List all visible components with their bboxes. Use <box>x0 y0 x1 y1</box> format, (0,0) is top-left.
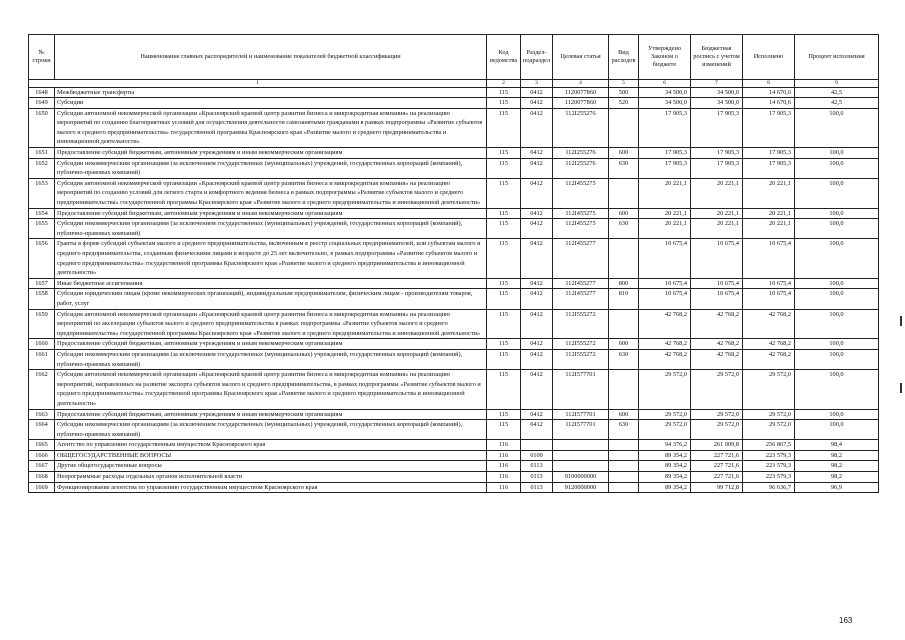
row-dept: 115 <box>487 420 521 440</box>
row-dept: 115 <box>487 409 521 420</box>
table-body <box>29 87 879 493</box>
row-dept: 115 <box>487 370 521 409</box>
row-target: 9120000000 <box>553 482 609 493</box>
row-target: 112I555272 <box>553 349 609 369</box>
row-number: 1668 <box>29 472 55 483</box>
row-schedule: 42 768,2 <box>691 349 743 369</box>
row-approved: 17 905,3 <box>639 158 691 178</box>
row-percent: 100,0 <box>795 178 879 208</box>
row-target: 112I455277 <box>553 289 609 309</box>
row-number: 1664 <box>29 420 55 440</box>
row-name: Другие общегосударственные вопросы <box>55 461 487 472</box>
row-exp-type <box>609 440 639 451</box>
row-exp-type: 810 <box>609 289 639 309</box>
row-section: 0412 <box>521 219 553 239</box>
row-approved: 10 675,4 <box>639 239 691 278</box>
row-section: 0412 <box>521 98 553 109</box>
row-exp-type: 630 <box>609 219 639 239</box>
row-name: Субсидии некоммерческим организациям (за исключением государственных (муниципальных) учреждений, государственных корпораций (компаний), публично-правовых компаний) <box>55 420 487 440</box>
row-name: Иные бюджетные ассигнования <box>55 278 487 289</box>
row-percent: 100,0 <box>795 370 879 409</box>
header-section: Раздел-подраздел <box>521 35 553 80</box>
row-percent: 100,0 <box>795 219 879 239</box>
row-section: 0412 <box>521 409 553 420</box>
row-name: Субсидии некоммерческим организациям (за исключением государственных (муниципальных) учреждений, государственных корпораций (компаний), публично-правовых компаний) <box>55 158 487 178</box>
row-executed: 17 905,3 <box>743 108 795 147</box>
table-row <box>29 87 879 98</box>
row-exp-type <box>609 108 639 147</box>
row-dept: 116 <box>487 482 521 493</box>
row-name: Предоставление субсидий бюджетным, автономным учреждениям и иным некоммерческим организациям <box>55 148 487 159</box>
row-percent: 100,0 <box>795 208 879 219</box>
row-name: Предоставление субсидий бюджетным, автономным учреждениям и иным некоммерческим организациям <box>55 339 487 350</box>
row-exp-type: 800 <box>609 278 639 289</box>
row-name: Функционирование агентства по управлению государственным имуществом Красноярского края <box>55 482 487 493</box>
column-number: 6 <box>639 80 691 88</box>
row-approved: 42 768,2 <box>639 309 691 339</box>
table-row <box>29 450 879 461</box>
row-approved: 42 768,2 <box>639 349 691 369</box>
row-schedule: 29 572,0 <box>691 420 743 440</box>
row-target: 112I555272 <box>553 339 609 350</box>
row-target: 112I455277 <box>553 278 609 289</box>
row-number: 1665 <box>29 440 55 451</box>
row-approved: 20 221,1 <box>639 219 691 239</box>
header-name: Наименование главных распорядителей и наименование показателей бюджетной классификации <box>55 35 487 80</box>
row-number: 1657 <box>29 278 55 289</box>
row-executed: 223 579,3 <box>743 461 795 472</box>
row-name: Субсидия автономной некоммерческой организации «Красноярский краевой центр развития бизнеса и микрокредитная компания» на реализацию мероприятий по созданию условий для легкого старта и комфортного ведения бизнеса в рамках подпрограммы «Развитие субъектов малого и среднего предпринимательства» государственной программы Красноярского края «Развитие малого и среднего предпринимательства и инновационной деятельности» <box>55 178 487 208</box>
row-section: 0113 <box>521 461 553 472</box>
row-dept: 115 <box>487 87 521 98</box>
row-executed: 20 221,1 <box>743 178 795 208</box>
row-approved: 89 354,2 <box>639 461 691 472</box>
row-target: 112I455275 <box>553 178 609 208</box>
row-dept: 115 <box>487 219 521 239</box>
column-number: 2 <box>487 80 521 88</box>
header-executed: Исполнено <box>743 35 795 80</box>
row-executed: 14 670,6 <box>743 87 795 98</box>
row-executed: 29 572,0 <box>743 370 795 409</box>
row-percent: 100,0 <box>795 349 879 369</box>
row-percent: 98,2 <box>795 472 879 483</box>
row-number: 1649 <box>29 98 55 109</box>
row-dept: 116 <box>487 461 521 472</box>
row-approved: 17 905,3 <box>639 108 691 147</box>
row-schedule: 227 721,6 <box>691 450 743 461</box>
row-executed: 223 579,3 <box>743 450 795 461</box>
row-executed: 42 768,2 <box>743 309 795 339</box>
row-executed: 20 221,1 <box>743 219 795 239</box>
row-dept: 115 <box>487 278 521 289</box>
column-number: 1 <box>29 80 487 88</box>
column-number-row <box>29 80 879 88</box>
row-schedule: 17 905,3 <box>691 108 743 147</box>
row-dept: 115 <box>487 108 521 147</box>
row-target <box>553 461 609 472</box>
row-percent: 100,0 <box>795 108 879 147</box>
row-name: Субсидии некоммерческим организациям (за исключением государственных (муниципальных) учреждений, государственных корпораций (компаний), публично-правовых компаний) <box>55 219 487 239</box>
row-number: 1661 <box>29 349 55 369</box>
row-section: 0412 <box>521 239 553 278</box>
row-number: 1663 <box>29 409 55 420</box>
row-target: 112I455275 <box>553 208 609 219</box>
row-name: Предоставление субсидий бюджетным, автономным учреждениям и иным некоммерческим организациям <box>55 409 487 420</box>
row-executed: 10 675,4 <box>743 289 795 309</box>
row-schedule: 227 721,6 <box>691 461 743 472</box>
column-number: 7 <box>691 80 743 88</box>
row-section: 0412 <box>521 148 553 159</box>
row-dept: 115 <box>487 208 521 219</box>
scan-mark <box>900 383 902 393</box>
row-target: 9100000000 <box>553 472 609 483</box>
row-number: 1656 <box>29 239 55 278</box>
row-exp-type: 500 <box>609 87 639 98</box>
row-section: 0412 <box>521 309 553 339</box>
row-percent: 100,0 <box>795 309 879 339</box>
row-number: 1654 <box>29 208 55 219</box>
header-target: Целевая статья <box>553 35 609 80</box>
row-section: 0412 <box>521 370 553 409</box>
row-exp-type <box>609 461 639 472</box>
row-name: Субсидии <box>55 98 487 109</box>
row-approved: 29 572,0 <box>639 370 691 409</box>
row-percent: 98,4 <box>795 440 879 451</box>
row-exp-type <box>609 178 639 208</box>
row-name: Субсидия автономной некоммерческой организации «Красноярский краевой центр развития бизнеса и микрокредитная компания» на реализацию мероприятий, направленных на развитие экспорта субъектов малого и среднего предпринимательства, в рамках подпрограммы «Развитие субъектов малого и среднего предпринимательства» государственной программы Красноярского края «Развитие малого и среднего предпринимательства и инновационной деятельности» <box>55 370 487 409</box>
row-exp-type: 520 <box>609 98 639 109</box>
table-row <box>29 349 879 369</box>
row-name: Агентство по управлению государственным имуществом Красноярского края <box>55 440 487 451</box>
row-target: 112I255276 <box>553 158 609 178</box>
table-row <box>29 472 879 483</box>
row-approved: 34 500,0 <box>639 87 691 98</box>
row-dept: 115 <box>487 309 521 339</box>
budget-table <box>28 34 879 493</box>
row-section: 0412 <box>521 208 553 219</box>
row-percent: 100,0 <box>795 409 879 420</box>
row-exp-type: 600 <box>609 208 639 219</box>
row-percent: 42,5 <box>795 87 879 98</box>
row-number: 1658 <box>29 289 55 309</box>
row-target: 112I577701 <box>553 420 609 440</box>
row-percent: 98,2 <box>795 461 879 472</box>
row-name: Межбюджетные трансферты <box>55 87 487 98</box>
row-approved: 94 376,2 <box>639 440 691 451</box>
row-schedule: 10 675,4 <box>691 278 743 289</box>
row-schedule: 10 675,4 <box>691 289 743 309</box>
row-exp-type: 600 <box>609 148 639 159</box>
row-target: 112I577701 <box>553 370 609 409</box>
row-exp-type <box>609 472 639 483</box>
row-number: 1667 <box>29 461 55 472</box>
budget-table-page <box>28 34 878 493</box>
table-row <box>29 278 879 289</box>
row-schedule: 261 009,8 <box>691 440 743 451</box>
row-target <box>553 440 609 451</box>
row-dept: 115 <box>487 339 521 350</box>
row-number: 1660 <box>29 339 55 350</box>
header-row <box>29 35 879 80</box>
row-executed: 14 670,6 <box>743 98 795 109</box>
row-executed: 29 572,0 <box>743 409 795 420</box>
row-executed: 42 768,2 <box>743 339 795 350</box>
table-row <box>29 98 879 109</box>
row-executed: 256 867,5 <box>743 440 795 451</box>
row-number: 1648 <box>29 87 55 98</box>
row-executed: 10 675,4 <box>743 239 795 278</box>
row-section: 0412 <box>521 178 553 208</box>
row-dept: 115 <box>487 148 521 159</box>
row-name: Гранты в форме субсидий субъектам малого и среднего предпринимательства, включенным в реестр социальных предпринимателей, или субъектам малого и среднего предпринимательства, созданным физическими лицами в возрасте до 25 лет включительно, в рамках подпрограммы «Развитие субъектов малого и среднего предпринимательства» государственной программы Красноярского края «Развитие малого и среднего предпринимательства и инновационной деятельности» <box>55 239 487 278</box>
row-approved: 20 221,1 <box>639 178 691 208</box>
row-target: 1120077860 <box>553 87 609 98</box>
row-percent: 100,0 <box>795 420 879 440</box>
table-row <box>29 289 879 309</box>
table-row <box>29 219 879 239</box>
row-dept: 115 <box>487 349 521 369</box>
table-row <box>29 208 879 219</box>
row-executed: 10 675,4 <box>743 278 795 289</box>
row-percent: 100,0 <box>795 339 879 350</box>
row-section: 0412 <box>521 339 553 350</box>
table-row <box>29 370 879 409</box>
row-approved: 34 500,0 <box>639 98 691 109</box>
row-percent: 100,0 <box>795 158 879 178</box>
table-row <box>29 420 879 440</box>
row-dept: 115 <box>487 239 521 278</box>
row-section: 0100 <box>521 450 553 461</box>
row-name: Непрограммные расходы отдельных органов исполнительной власти <box>55 472 487 483</box>
row-section: 0412 <box>521 278 553 289</box>
row-target: 112I577701 <box>553 409 609 420</box>
row-executed: 223 579,3 <box>743 472 795 483</box>
row-dept: 116 <box>487 440 521 451</box>
row-schedule: 42 768,2 <box>691 339 743 350</box>
table-row <box>29 108 879 147</box>
row-dept: 115 <box>487 158 521 178</box>
row-schedule: 99 712,8 <box>691 482 743 493</box>
row-schedule: 20 221,1 <box>691 178 743 208</box>
column-number: 9 <box>795 80 879 88</box>
row-approved: 42 768,2 <box>639 339 691 350</box>
row-exp-type: 630 <box>609 349 639 369</box>
row-number: 1669 <box>29 482 55 493</box>
row-number: 1659 <box>29 309 55 339</box>
row-executed: 20 221,1 <box>743 208 795 219</box>
table-row <box>29 409 879 420</box>
row-section: 0412 <box>521 349 553 369</box>
row-schedule: 20 221,1 <box>691 219 743 239</box>
row-number: 1662 <box>29 370 55 409</box>
column-number: 8 <box>743 80 795 88</box>
header-dept: Код ведомства <box>487 35 521 80</box>
row-number: 1655 <box>29 219 55 239</box>
table-row <box>29 178 879 208</box>
row-target: 112I455275 <box>553 219 609 239</box>
row-approved: 10 675,4 <box>639 278 691 289</box>
row-percent: 42,5 <box>795 98 879 109</box>
row-target <box>553 450 609 461</box>
column-number: 5 <box>609 80 639 88</box>
row-dept: 115 <box>487 178 521 208</box>
row-dept: 116 <box>487 450 521 461</box>
row-exp-type: 630 <box>609 420 639 440</box>
table-row <box>29 440 879 451</box>
row-section: 0412 <box>521 158 553 178</box>
header-percent: Процент исполнения <box>795 35 879 80</box>
row-dept: 115 <box>487 98 521 109</box>
row-percent: 98,2 <box>795 450 879 461</box>
row-number: 1666 <box>29 450 55 461</box>
row-approved: 17 905,3 <box>639 148 691 159</box>
row-exp-type <box>609 450 639 461</box>
row-percent: 96,9 <box>795 482 879 493</box>
row-schedule: 20 221,1 <box>691 208 743 219</box>
row-section <box>521 440 553 451</box>
row-approved: 29 572,0 <box>639 420 691 440</box>
row-number: 1652 <box>29 158 55 178</box>
header-row-no: № строки <box>29 35 55 80</box>
column-number: 4 <box>553 80 609 88</box>
row-approved: 89 354,2 <box>639 450 691 461</box>
row-section: 0412 <box>521 108 553 147</box>
row-name: Субсидия автономной некоммерческой организации «Красноярский краевой центр развития бизнеса и микрокредитная компания» на реализацию мероприятий по акселерации субъектов малого и среднего предпринимательства в рамках подпрограммы «Развитие субъектов малого и среднего предпринимательства» государственной программы Красноярского края «Развитие малого и среднего предпринимательства и инновационной деятельности» <box>55 309 487 339</box>
table-row <box>29 239 879 278</box>
row-target: 1120077860 <box>553 98 609 109</box>
row-percent: 100,0 <box>795 289 879 309</box>
row-schedule: 17 905,3 <box>691 148 743 159</box>
row-schedule: 42 768,2 <box>691 309 743 339</box>
row-approved: 10 675,4 <box>639 289 691 309</box>
row-name: ОБЩЕГОСУДАРСТВЕННЫЕ ВОПРОСЫ <box>55 450 487 461</box>
row-approved: 20 221,1 <box>639 208 691 219</box>
row-percent: 100,0 <box>795 148 879 159</box>
row-executed: 96 636,7 <box>743 482 795 493</box>
row-name: Субсидии юридическим лицам (кроме некоммерческих организаций), индивидуальным предпринимателям, физическим лицам - производителям товаров, работ, услуг <box>55 289 487 309</box>
row-exp-type <box>609 239 639 278</box>
row-name: Субсидия автономной некоммерческой организации «Красноярский краевой центр развития бизнеса и микрокредитная компания» на реализацию мероприятий по созданию благоприятных условий для осуществления деятельности самозанятыми гражданами в рамках подпрограммы «Развитие субъектов малого и среднего предпринимательства» государственной программы Красноярского края «Развитие малого и среднего предпринимательства и инновационной деятельности» <box>55 108 487 147</box>
row-schedule: 227 721,6 <box>691 472 743 483</box>
header-exp-type: Вид расходов <box>609 35 639 80</box>
row-executed: 17 905,3 <box>743 158 795 178</box>
row-name: Предоставление субсидий бюджетным, автономным учреждениям и иным некоммерческим организациям <box>55 208 487 219</box>
row-exp-type: 600 <box>609 339 639 350</box>
row-dept: 116 <box>487 472 521 483</box>
table-row <box>29 482 879 493</box>
row-percent: 100,0 <box>795 278 879 289</box>
table-row <box>29 339 879 350</box>
row-target: 112I255276 <box>553 108 609 147</box>
row-number: 1651 <box>29 148 55 159</box>
row-number: 1650 <box>29 108 55 147</box>
row-section: 0113 <box>521 472 553 483</box>
row-section: 0113 <box>521 482 553 493</box>
row-exp-type: 630 <box>609 158 639 178</box>
row-schedule: 17 905,3 <box>691 158 743 178</box>
row-section: 0412 <box>521 420 553 440</box>
row-exp-type <box>609 482 639 493</box>
row-approved: 29 572,0 <box>639 409 691 420</box>
table-row <box>29 461 879 472</box>
row-schedule: 10 675,4 <box>691 239 743 278</box>
page-number: 163 <box>839 616 853 625</box>
row-target: 112I255276 <box>553 148 609 159</box>
row-schedule: 29 572,0 <box>691 370 743 409</box>
row-dept: 115 <box>487 289 521 309</box>
row-exp-type <box>609 309 639 339</box>
table-row <box>29 158 879 178</box>
table-row <box>29 148 879 159</box>
row-schedule: 34 500,0 <box>691 87 743 98</box>
row-section: 0412 <box>521 289 553 309</box>
row-schedule: 34 500,0 <box>691 98 743 109</box>
row-section: 0412 <box>521 87 553 98</box>
row-schedule: 29 572,0 <box>691 409 743 420</box>
row-executed: 17 905,3 <box>743 148 795 159</box>
row-target: 112I455277 <box>553 239 609 278</box>
row-approved: 89 354,2 <box>639 482 691 493</box>
row-executed: 42 768,2 <box>743 349 795 369</box>
header-approved: Утверждено Законом о бюджете <box>639 35 691 80</box>
row-name: Субсидии некоммерческим организациям (за исключением государственных (муниципальных) учреждений, государственных корпораций (компаний), публично-правовых компаний) <box>55 349 487 369</box>
table-row <box>29 309 879 339</box>
row-approved: 89 354,2 <box>639 472 691 483</box>
column-number: 3 <box>521 80 553 88</box>
row-exp-type <box>609 370 639 409</box>
row-number: 1653 <box>29 178 55 208</box>
header-schedule: Бюджетная роспись с учетом изменений <box>691 35 743 80</box>
scan-mark <box>900 316 902 326</box>
row-target: 112I555272 <box>553 309 609 339</box>
row-percent: 100,0 <box>795 239 879 278</box>
row-executed: 29 572,0 <box>743 420 795 440</box>
row-exp-type: 600 <box>609 409 639 420</box>
